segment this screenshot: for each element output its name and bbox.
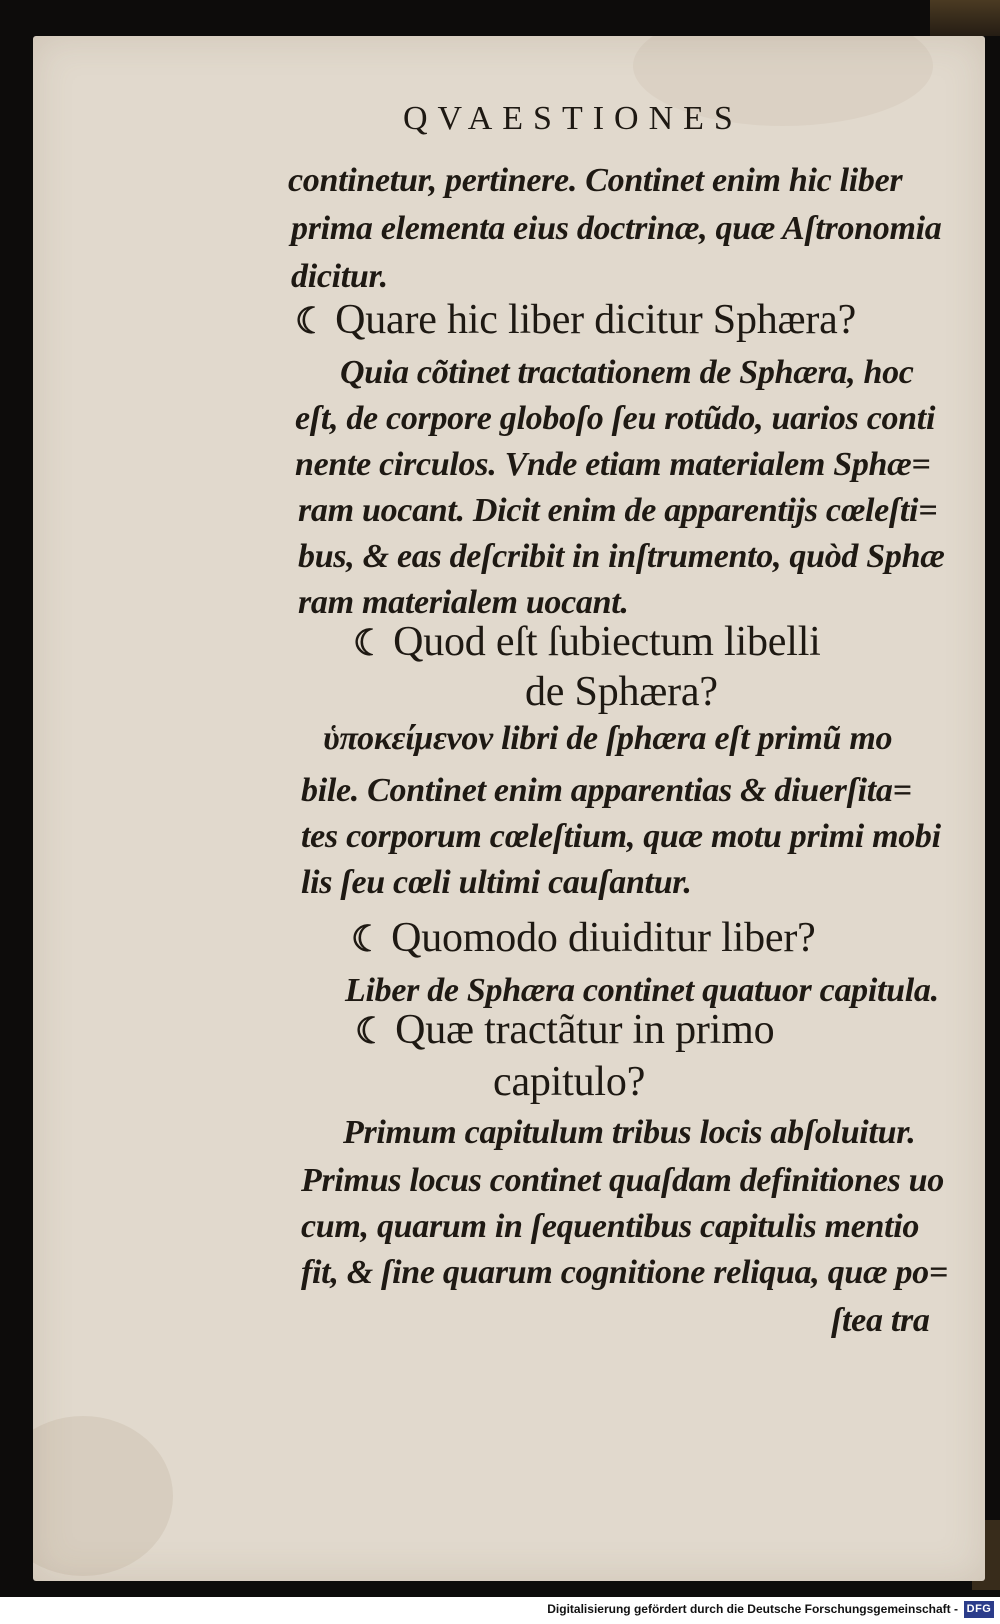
text-line: prima elementa eius doctrinæ, quæ Aſtronomia: [291, 210, 942, 247]
question-heading: [355, 1006, 774, 1054]
text-line: ram uocant. Dicit enim de apparentijs cœleſti=: [298, 492, 938, 529]
paper-stain: [33, 1416, 173, 1576]
catchword: ſtea tra: [831, 1302, 930, 1339]
pilcrow-mark: ☾: [353, 623, 386, 663]
running-header: QVAESTIONES: [403, 100, 743, 137]
book-page: [33, 36, 985, 1581]
text-line: ram materialem uocant.: [298, 584, 629, 621]
text-line: fit, & ſine quarum cognitione reliqua, quæ po=: [301, 1254, 948, 1291]
pilcrow-mark: ☾: [355, 1011, 388, 1051]
pilcrow-mark: ☾: [351, 919, 384, 959]
text-line: Liber de Sphæra continet quatuor capitula.: [345, 972, 939, 1009]
text-line: Primum capitulum tribus locis abſoluitur.: [343, 1114, 916, 1151]
text-line: nente circulos. Vnde etiam materialem Sphæ=: [295, 446, 931, 483]
funding-credit: Digitalisierung gefördert durch die Deutsche Forschungsgemeinschaft -: [547, 1602, 958, 1616]
text-line: continetur, pertinere. Continet enim hic liber: [288, 162, 903, 199]
question-heading: [351, 914, 816, 962]
text-line: bile. Continet enim apparentias & diuerſita=: [301, 772, 912, 809]
question-heading-cont: de Sphæra?: [525, 669, 718, 715]
question-heading-cont: capitulo?: [493, 1059, 646, 1105]
question-text: Quod eſt ſubiectum libelli: [393, 619, 821, 665]
text-line: tes corporum cœleſtium, quæ motu primi mobi: [301, 818, 941, 855]
text-line: Quia cõtinet tractationem de Sphæra, hoc: [340, 354, 914, 391]
dfg-logo: DFG: [964, 1601, 994, 1618]
footer-bar: [0, 1597, 1000, 1624]
text-line: dicitur.: [291, 258, 388, 295]
question-text: Quare hic liber dicitur Sphæra?: [335, 297, 857, 343]
question-text: Quomodo diuiditur liber?: [391, 915, 816, 961]
text-line: eſt, de corpore globoſo ſeu rotũdo, uarios conti: [295, 400, 936, 437]
text-line: cum, quarum in ſequentibus capitulis mentio: [301, 1208, 920, 1245]
question-heading: [353, 618, 821, 666]
book-edge-top: [930, 0, 1000, 36]
text-line: lis ſeu cœli ultimi cauſantur.: [301, 864, 692, 901]
question-heading: [295, 296, 856, 344]
text-line: Primus locus continet quaſdam definitiones uo: [301, 1162, 944, 1199]
text-line: ὑποκείμενον libri de ſphæra eſt primũ mo: [323, 720, 893, 757]
question-text: Quæ tractãtur in primo: [395, 1007, 775, 1053]
pilcrow-mark: ☾: [295, 301, 328, 341]
text-line: bus, & eas deſcribit in inſtrumento, quòd Sphæ: [298, 538, 945, 575]
